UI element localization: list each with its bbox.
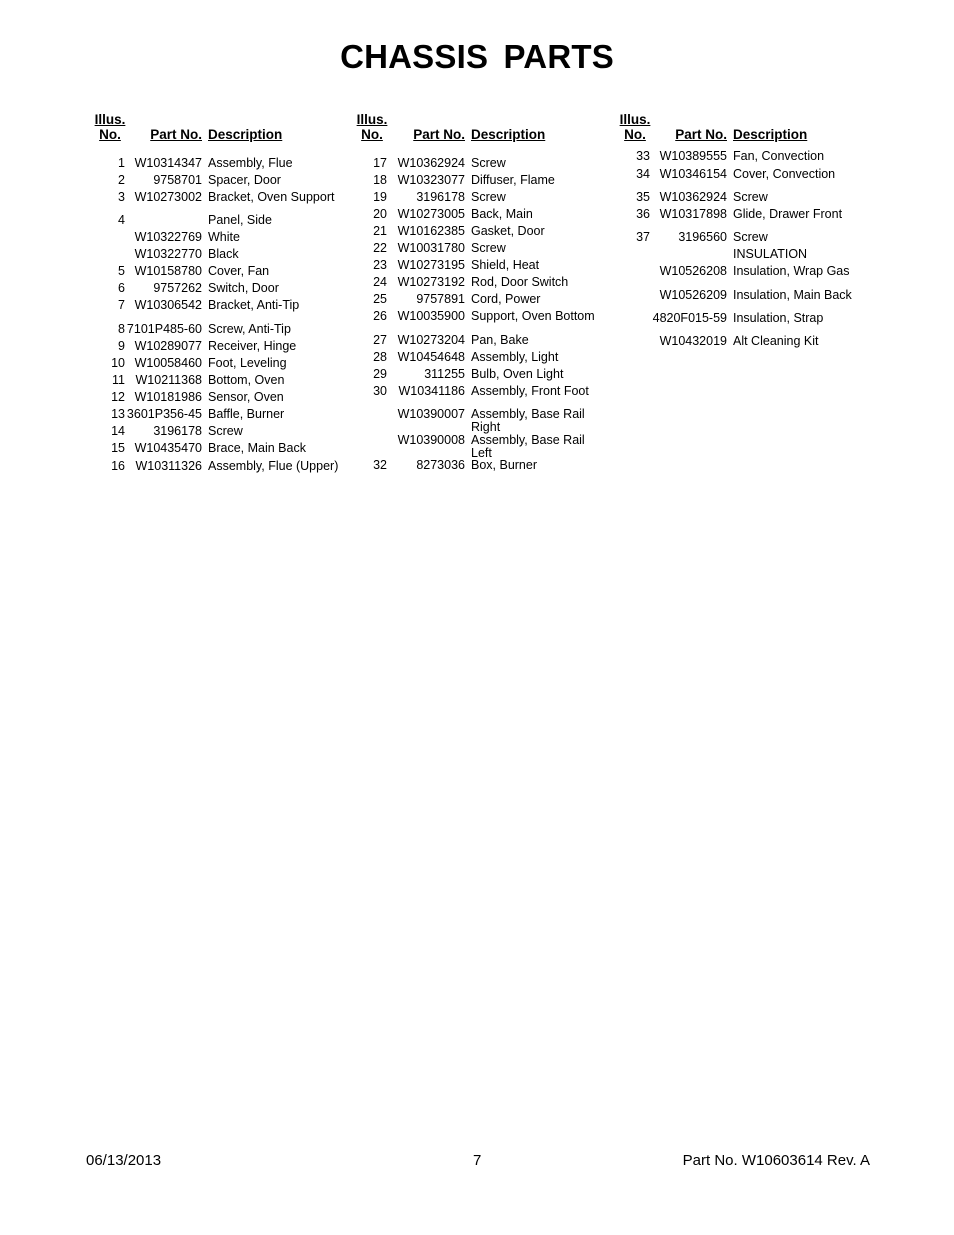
row-part-no: W10158780 — [134, 264, 202, 278]
row-part-no: W10289077 — [134, 339, 202, 353]
row-part-no: W10273192 — [397, 275, 465, 289]
row-description: Screw — [471, 156, 506, 170]
row-part-no: W10035900 — [397, 309, 465, 323]
row-part-no: 9757262 — [153, 281, 202, 295]
row-description: Diffuser, Flame — [471, 173, 555, 187]
row-description: Glide, Drawer Front — [733, 207, 843, 221]
row-illus-no: 6 — [118, 281, 125, 295]
row-illus-no: 5 — [118, 264, 125, 278]
row-part-no: W10454648 — [397, 350, 465, 364]
row-part-no: W10346154 — [659, 167, 727, 181]
row-description: Screw, Anti-Tip — [208, 322, 291, 336]
row-description: Black — [208, 247, 239, 261]
row-illus-no: 3 — [118, 190, 125, 204]
row-part-no: W10031780 — [397, 241, 465, 255]
row-part-no: W10323077 — [397, 173, 465, 187]
header-no-label: No. — [361, 127, 383, 142]
row-part-no: 4820F015-59 — [652, 311, 727, 325]
row-description: Cover, Convection — [733, 167, 836, 181]
row-illus-no: 27 — [373, 333, 387, 347]
row-illus-no: 7 — [118, 298, 125, 312]
row-description: Brace, Main Back — [208, 441, 306, 455]
row-description: Assembly, Base Rail — [471, 433, 585, 447]
footer-part-number: Part No. W10603614 Rev. A — [682, 1152, 870, 1169]
row-description-continued: Right — [471, 420, 501, 434]
row-part-no: 9758701 — [153, 173, 202, 187]
header-description-label: Description — [208, 127, 283, 142]
row-part-no: W10317898 — [659, 207, 727, 221]
row-part-no: W10362924 — [397, 156, 465, 170]
header-part-no-label: Part No. — [675, 127, 727, 142]
header-illus — [618, 112, 652, 127]
row-part-no: 3196560 — [678, 230, 727, 244]
row-description: Spacer, Door — [208, 173, 281, 187]
row-description: Bulb, Oven Light — [471, 367, 564, 381]
row-illus-no: 35 — [636, 190, 650, 204]
row-illus-no: 15 — [111, 441, 125, 455]
row-part-no: W10162385 — [397, 224, 465, 238]
row-description: Back, Main — [471, 207, 533, 221]
row-illus-no: 29 — [373, 367, 387, 381]
row-illus-no: 11 — [112, 373, 125, 387]
row-part-no: 3196178 — [153, 424, 202, 438]
row-part-no: W10390008 — [397, 433, 465, 447]
row-description: Shield, Heat — [471, 258, 540, 272]
row-illus-no: 32 — [373, 458, 387, 472]
row-description: Assembly, Flue (Upper) — [208, 459, 339, 473]
footer-page-number: 7 — [473, 1152, 482, 1169]
row-part-no: W10435470 — [134, 441, 202, 455]
row-description: Pan, Bake — [471, 333, 529, 347]
row-illus-no: 10 — [111, 356, 125, 370]
row-part-no: W10432019 — [659, 334, 727, 348]
row-description: White — [208, 230, 240, 244]
row-part-no: W10322769 — [134, 230, 202, 244]
header-no — [618, 127, 652, 142]
row-description: Screw — [208, 424, 243, 438]
row-illus-no: 25 — [373, 292, 387, 306]
header-part-no — [150, 127, 202, 142]
row-illus-no: 36 — [636, 207, 650, 221]
row-part-no: W10311326 — [135, 459, 202, 473]
header-no-label: No. — [99, 127, 121, 142]
row-illus-no: 26 — [373, 309, 387, 323]
row-illus-no: 28 — [373, 350, 387, 364]
row-illus-no: 1 — [118, 156, 125, 170]
row-part-no: W10390007 — [397, 407, 465, 421]
row-illus-no: 9 — [118, 339, 125, 353]
row-description: Sensor, Oven — [208, 390, 284, 404]
row-description: Support, Oven Bottom — [471, 309, 595, 323]
row-illus-no: 19 — [373, 190, 387, 204]
row-part-no: W10322770 — [134, 247, 202, 261]
row-part-no: W10273204 — [397, 333, 465, 347]
row-illus-no: 20 — [373, 207, 387, 221]
row-description: INSULATION — [733, 247, 808, 261]
row-description: Assembly, Front Foot — [471, 384, 589, 398]
row-part-no: 8273036 — [416, 458, 465, 472]
row-description: Baffle, Burner — [208, 407, 285, 421]
row-part-no: W10362924 — [659, 190, 727, 204]
row-description: Screw — [471, 241, 506, 255]
row-part-no: W10306542 — [134, 298, 202, 312]
row-illus-no: 8 — [118, 322, 125, 336]
header-illus-label: Illus. — [619, 112, 651, 127]
header-no-label: No. — [624, 127, 646, 142]
row-illus-no: 2 — [118, 173, 125, 187]
row-illus-no: 13 — [111, 407, 125, 421]
row-part-no: W10273005 — [397, 207, 465, 221]
row-description: Cord, Power — [471, 292, 541, 306]
row-description: Fan, Convection — [733, 149, 825, 163]
row-illus-no: 22 — [373, 241, 387, 255]
row-description: Receiver, Hinge — [208, 339, 297, 353]
row-part-no: 3196178 — [416, 190, 465, 204]
row-illus-no: 30 — [373, 384, 387, 398]
header-illus — [355, 112, 389, 127]
row-description: Cover, Fan — [208, 264, 270, 278]
row-illus-no: 4 — [118, 213, 125, 227]
row-illus-no: 33 — [636, 149, 650, 163]
header-description — [733, 127, 807, 142]
row-part-no: W10273195 — [397, 258, 465, 272]
row-description: Insulation, Main Back — [733, 288, 852, 302]
row-part-no: W10314347 — [134, 156, 202, 170]
row-illus-no: 21 — [373, 224, 387, 238]
row-illus-no: 16 — [111, 459, 125, 473]
row-illus-no: 17 — [373, 156, 387, 170]
header-description-label: Description — [733, 127, 808, 142]
header-part-no-label: Part No. — [150, 127, 202, 142]
row-part-no: 7101P485-60 — [126, 322, 202, 336]
row-part-no: 311255 — [424, 367, 465, 381]
row-illus-no: 37 — [636, 230, 650, 244]
row-description: Assembly, Light — [471, 350, 559, 364]
row-part-no: W10273002 — [134, 190, 202, 204]
row-description: Assembly, Flue — [208, 156, 293, 170]
row-part-no: W10211368 — [135, 373, 202, 387]
row-description: Screw — [733, 230, 768, 244]
row-illus-no: 23 — [373, 258, 387, 272]
header-no — [355, 127, 389, 142]
row-illus-no: 14 — [111, 424, 125, 438]
row-part-no: W10526209 — [659, 288, 727, 302]
row-description: Foot, Leveling — [208, 356, 287, 370]
row-illus-no: 34 — [636, 167, 650, 181]
row-part-no: W10181986 — [134, 390, 202, 404]
footer-date: 06/13/2013 — [86, 1152, 162, 1169]
row-description: Bracket, Anti-Tip — [208, 298, 300, 312]
header-no — [93, 127, 127, 142]
header-part-no-label: Part No. — [413, 127, 465, 142]
row-description: Screw — [733, 190, 768, 204]
row-description: Insulation, Strap — [733, 311, 824, 325]
row-description: Assembly, Base Rail — [471, 407, 585, 421]
header-description-label: Description — [471, 127, 546, 142]
header-description — [471, 127, 545, 142]
row-description-continued: Left — [471, 446, 492, 460]
row-description: Insulation, Wrap Gas — [733, 264, 850, 278]
header-illus — [93, 112, 127, 127]
row-illus-no: 24 — [373, 275, 387, 289]
page-title: CHASSIS PARTS — [340, 38, 614, 75]
row-description: Bottom, Oven — [208, 373, 285, 387]
row-illus-no: 18 — [373, 173, 387, 187]
row-part-no: W10058460 — [134, 356, 202, 370]
row-part-no: W10526208 — [659, 264, 727, 278]
row-illus-no: 12 — [111, 390, 125, 404]
row-description: Screw — [471, 190, 506, 204]
row-part-no: W10389555 — [659, 149, 727, 163]
row-description: Box, Burner — [471, 458, 538, 472]
header-part-no — [413, 127, 465, 142]
header-description — [208, 127, 282, 142]
row-description: Rod, Door Switch — [471, 275, 569, 289]
header-part-no — [675, 127, 727, 142]
row-description: Switch, Door — [208, 281, 279, 295]
header-illus-label: Illus. — [94, 112, 126, 127]
row-description: Gasket, Door — [471, 224, 545, 238]
header-illus-label: Illus. — [356, 112, 388, 127]
row-part-no: 9757891 — [416, 292, 465, 306]
row-description: Alt Cleaning Kit — [733, 334, 819, 348]
row-part-no: W10341186 — [398, 384, 465, 398]
row-part-no: 3601P356-45 — [126, 407, 202, 421]
row-description: Bracket, Oven Support — [208, 190, 335, 204]
row-description: Panel, Side — [208, 213, 272, 227]
